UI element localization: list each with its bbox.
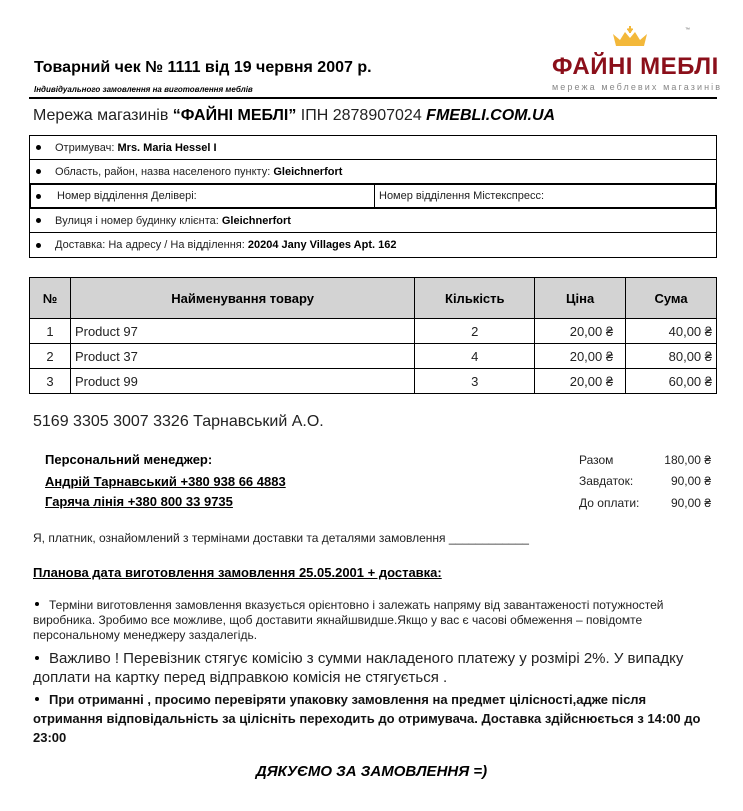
- payer-agreement: Я, платник, ознайомлений з термінами доставки та деталями замовлення ____________: [33, 531, 529, 545]
- shipping-row: [30, 233, 716, 257]
- manager-label: Персональний менеджер:: [45, 452, 213, 467]
- due-value: 90,00 ₴: [670, 495, 711, 510]
- due-label: До оплати:: [579, 495, 640, 510]
- hotline-link[interactable]: Гаряча лінія +380 800 33 9735: [45, 494, 233, 509]
- header-divider: [29, 97, 717, 99]
- region-row: [30, 160, 716, 184]
- table-row: [30, 319, 717, 344]
- bullet-icon: [36, 194, 41, 199]
- brand-tagline: мережа меблевих магазинів: [552, 82, 723, 92]
- product-quantity: 2: [415, 319, 535, 344]
- row-number: 2: [30, 344, 71, 369]
- product-name: Product 99: [70, 369, 414, 394]
- note-text: Терміни виготовлення замовлення вказується орієнтовно і залежать напряму від завантаженості потужностей виробника. Зробимо все можливе, щоб доставити якнайшвидше.Якщо у вас є часові обмеження – повідомте персональному менеджеру заздалегідь.: [33, 598, 664, 642]
- trademark-mark: ™: [685, 27, 690, 33]
- due-row: [579, 492, 711, 514]
- region-value: Gleichnerfort: [273, 165, 343, 178]
- deposit-label: Завдаток:: [579, 474, 634, 489]
- shipping-value: 20204 Jany Villages Apt. 162: [247, 239, 397, 251]
- receipt-header: [29, 0, 723, 98]
- column-header-number: №: [30, 278, 71, 319]
- payment-card-line: 5169 3305 3007 3326 Тарнавський А.О.: [33, 413, 324, 430]
- deposit-row: [579, 471, 711, 493]
- note-text: При отриманні , просимо перевіряти упаковку замовлення на предмет цілісності,адже після отримання відповідальність за цілісніть переходить до отримувача. Доставка здійснюється з 14:00 до 23:00: [33, 692, 701, 745]
- bullet-icon: [36, 145, 41, 150]
- goods-table: [29, 277, 717, 394]
- bullet-icon: [35, 602, 39, 606]
- street-label: Вулиця і номер будинку клієнта:: [55, 214, 219, 227]
- mistexpress-branch-label: Номер відділення Містекспресс:: [379, 190, 545, 202]
- receipt-subtitle: Індивідуального замовлення на виготовлення меблів: [34, 85, 253, 94]
- recipient-row: [30, 136, 716, 160]
- crown-icon: [611, 26, 649, 53]
- product-sum: 40,00 ₴: [626, 319, 717, 344]
- street-value: Gleichnerfort: [221, 214, 291, 227]
- table-header-row: [30, 278, 717, 319]
- product-price: 20,00 ₴: [535, 344, 626, 369]
- delivery-branch-cell: [31, 185, 375, 207]
- note-carrier-fee: [33, 649, 713, 687]
- shop-prefix: Мережа магазинів: [33, 107, 169, 124]
- street-row: [30, 209, 716, 233]
- receipt-title: Товарний чек № 1111 від 19 червня 2007 р.: [34, 59, 372, 76]
- total-value: 180,00 ₴: [664, 452, 711, 467]
- bullet-icon: [36, 243, 41, 248]
- product-quantity: 4: [415, 344, 535, 369]
- deposit-value: 90,00 ₴: [670, 474, 711, 489]
- column-header-price: Ціна: [535, 278, 626, 319]
- shipping-label: Доставка: На адресу / На відділення:: [55, 239, 245, 251]
- product-price: 20,00 ₴: [535, 319, 626, 344]
- column-header-quantity: Кількість: [415, 278, 535, 319]
- product-price: 20,00 ₴: [535, 369, 626, 394]
- bullet-icon: [36, 169, 41, 174]
- total-row: [579, 449, 711, 471]
- brand-logo: [549, 20, 723, 95]
- shop-line: [33, 107, 555, 125]
- branch-row: [29, 183, 717, 209]
- note-production-time: [33, 598, 713, 643]
- note-package-check: [33, 690, 713, 747]
- delivery-branch-label: Номер відділення Делівері:: [57, 190, 197, 202]
- note-text: Важливо ! Перевізник стягує комісію з сумми накладеного платежу у розмірі 2%. У випадку доплати на картку перед відправкою комісія не стягується .: [33, 650, 684, 686]
- brand-name: ФАЙНІ МЕБЛІ: [552, 53, 719, 80]
- bullet-icon: [35, 697, 39, 701]
- thank-you-message: ДЯКУЄМО ЗА ЗАМОВЛЕННЯ =): [255, 763, 488, 780]
- total-label: Разом: [579, 452, 614, 467]
- shop-name: “ФАЙНІ МЕБЛІ”: [172, 107, 297, 124]
- region-label: Область, район, назва населеного пункту:: [55, 165, 271, 178]
- bullet-icon: [35, 656, 39, 660]
- product-quantity: 3: [415, 369, 535, 394]
- recipient-label: Отримувач:: [55, 141, 115, 154]
- shop-website: FMEBLI.COM.UA: [426, 107, 556, 124]
- column-header-sum: Сума: [626, 278, 717, 319]
- product-sum: 60,00 ₴: [626, 369, 717, 394]
- table-row: [30, 344, 717, 369]
- customer-info-box: [29, 135, 717, 258]
- shop-tax-id: ІПН 2878907024: [300, 107, 422, 124]
- product-name: Product 97: [70, 319, 414, 344]
- planned-date: Планова дата виготовлення замовлення 25.05.2001 + доставка:: [33, 565, 442, 580]
- row-number: 1: [30, 319, 71, 344]
- manager-contact-link[interactable]: Андрій Тарнавський +380 938 66 4883: [45, 474, 286, 489]
- row-number: 3: [30, 369, 71, 394]
- totals-block: [579, 449, 711, 514]
- table-row: [30, 369, 717, 394]
- column-header-name: Найменування товару: [70, 278, 414, 319]
- recipient-value: Mrs. Maria Hessel I: [117, 141, 217, 154]
- product-name: Product 37: [70, 344, 414, 369]
- mistexpress-branch-cell: [375, 190, 544, 202]
- bullet-icon: [36, 218, 41, 223]
- product-sum: 80,00 ₴: [626, 344, 717, 369]
